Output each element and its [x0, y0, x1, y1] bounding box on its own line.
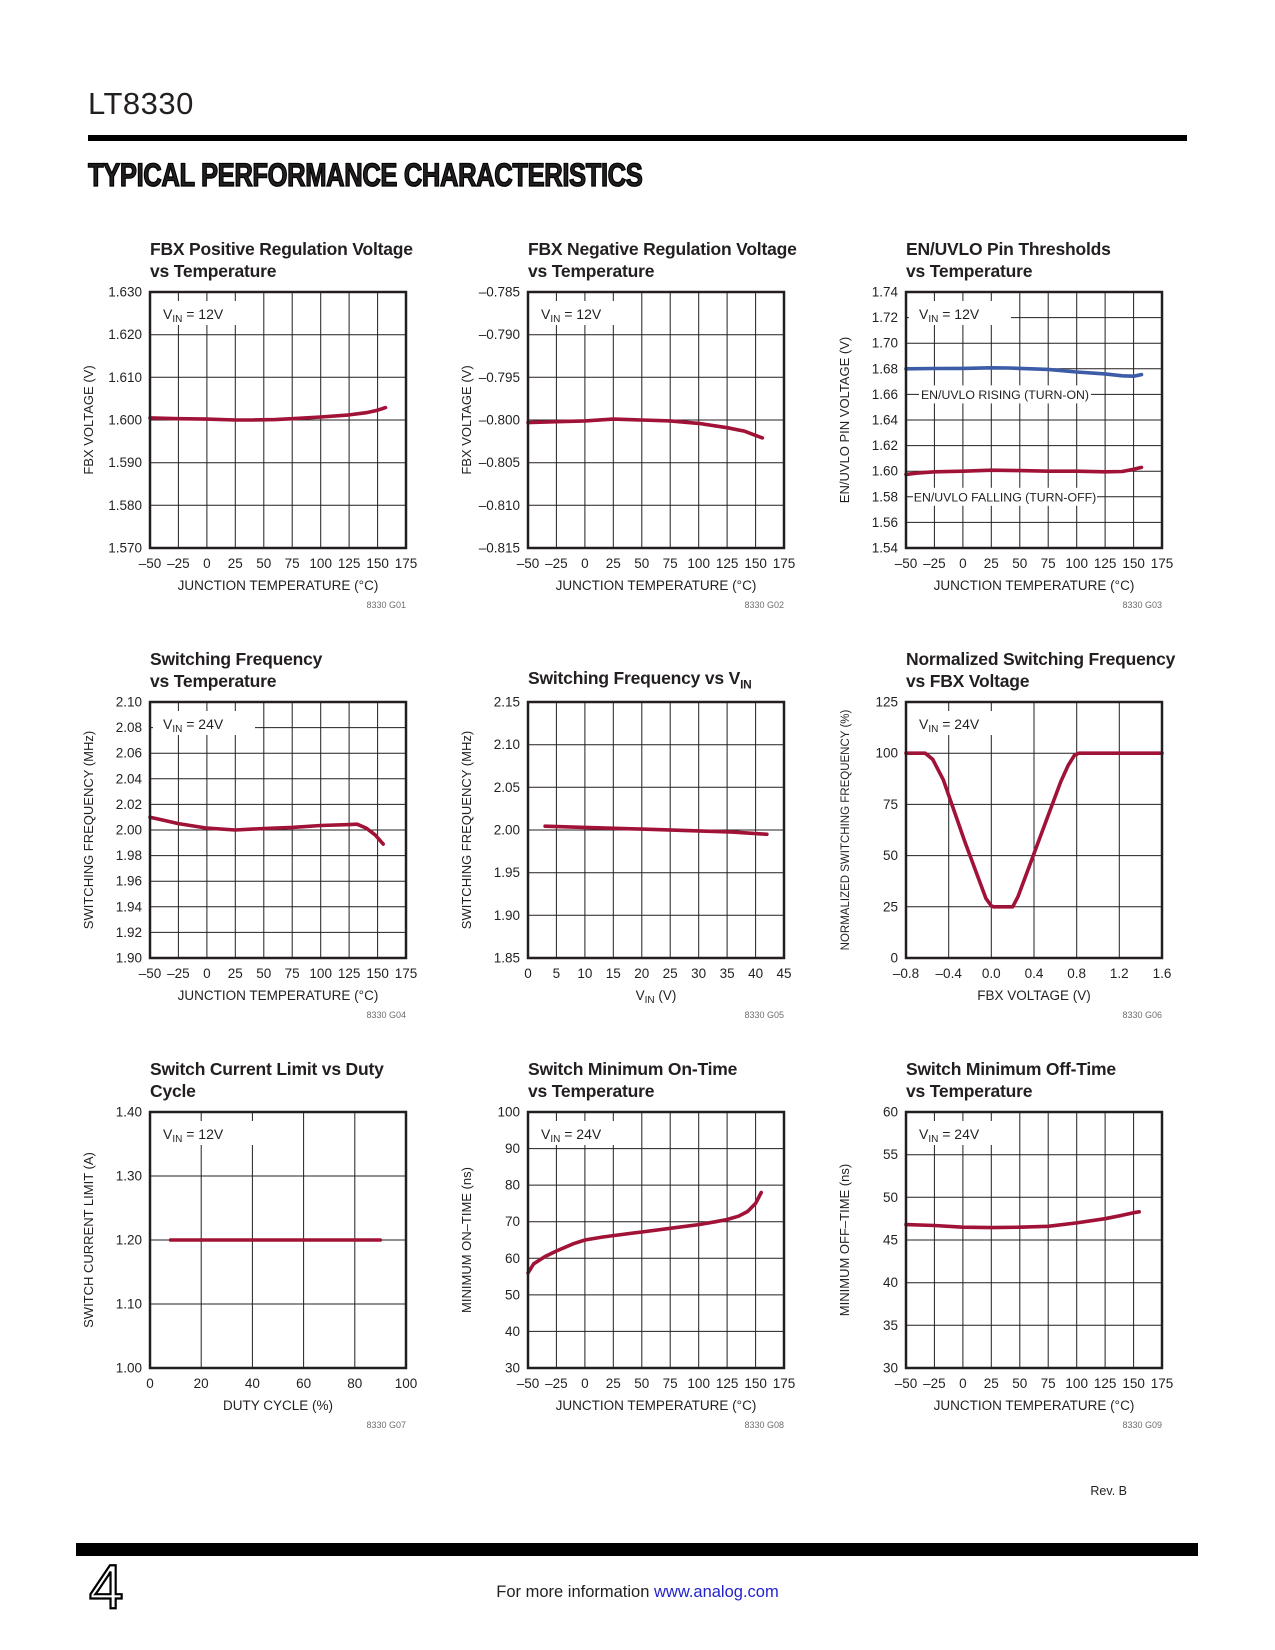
curve-label: EN/UVLO RISING (TURN-ON)	[920, 387, 1090, 402]
x-axis-label: JUNCTION TEMPERATURE (°C)	[933, 578, 1135, 593]
y-tick-label: 55	[882, 1147, 898, 1163]
x-tick-label: 125	[337, 556, 361, 571]
y-tick-label: 1.85	[493, 950, 520, 966]
y-tick-label: –0.785	[478, 286, 520, 300]
y-tick-label: 25	[882, 899, 898, 915]
x-tick-label: 25	[227, 556, 243, 571]
y-tick-label: 60	[882, 1106, 898, 1120]
y-tick-label: 100	[497, 1106, 520, 1120]
x-tick-label: 175	[1150, 556, 1174, 571]
x-tick-label: –50	[138, 966, 162, 981]
x-tick-label: –50	[516, 1376, 540, 1391]
y-axis-label: EN/UVLO PIN VOLTAGE (V)	[837, 336, 852, 504]
y-tick-label: –0.800	[478, 412, 520, 428]
plot-annotation: $V_{IN} = 12V$	[163, 1126, 224, 1145]
chart-title: FBX Positive Regulation Voltage vs Temperature	[150, 239, 413, 281]
x-tick-label: 175	[394, 966, 418, 981]
x-axis-label: JUNCTION TEMPERATURE (°C)	[177, 578, 379, 593]
x-tick-label: 50	[256, 966, 272, 981]
x-tick-label: –25	[545, 556, 568, 571]
chart-canvas	[80, 1106, 425, 1438]
chart-fbx-positive-regulation-voltage	[80, 230, 425, 618]
x-tick-label: 40	[748, 966, 764, 981]
figure-caption: 8330 G02	[744, 600, 784, 610]
x-tick-label: 0	[146, 1376, 154, 1391]
x-tick-label: –50	[138, 556, 162, 571]
y-tick-label: 2.10	[493, 737, 520, 753]
x-tick-label: –50	[516, 556, 540, 571]
x-tick-label: 50	[634, 1376, 650, 1391]
footer-bar	[76, 1543, 1198, 1556]
chart-title: FBX Negative Regulation Voltage vs Temperature	[528, 239, 797, 281]
chart-title: Switch Minimum Off-Time vs Temperature	[906, 1059, 1116, 1101]
x-tick-label: 150	[1122, 1376, 1145, 1391]
x-tick-label: 75	[1040, 1376, 1056, 1391]
y-tick-label: 35	[882, 1317, 898, 1333]
y-tick-label: 40	[882, 1275, 898, 1291]
y-tick-label: 2.02	[115, 796, 142, 812]
y-tick-label: 1.580	[108, 497, 142, 513]
chart-canvas	[80, 286, 425, 618]
x-axis-label: DUTY CYCLE (%)	[222, 1398, 334, 1413]
x-tick-label: 50	[634, 556, 650, 571]
y-tick-label: 1.58	[871, 489, 898, 505]
x-tick-label: 45	[776, 966, 792, 981]
x-tick-label: 25	[605, 1376, 621, 1391]
chart-plot	[458, 286, 803, 618]
x-tick-label: 0	[581, 556, 589, 571]
x-tick-label: 60	[296, 1376, 312, 1391]
x-tick-label: 25	[605, 556, 621, 571]
y-tick-label: 70	[504, 1214, 520, 1230]
x-tick-label: 125	[715, 556, 739, 571]
chart-canvas	[458, 286, 803, 618]
data-curve	[150, 408, 386, 420]
x-tick-label: –25	[923, 556, 946, 571]
x-tick-label: 150	[366, 966, 389, 981]
x-tick-label: –25	[167, 966, 190, 981]
y-tick-label: 1.20	[115, 1232, 142, 1248]
chart-plot	[836, 286, 1181, 618]
y-tick-label: 1.72	[871, 310, 898, 326]
chart-normalized-switching-frequency-vs-fbx-voltage	[836, 640, 1181, 1028]
y-axis-label: MINIMUM ON–TIME (ns)	[459, 1167, 474, 1313]
x-tick-label: 125	[715, 1376, 739, 1391]
y-tick-label: 1.70	[871, 335, 898, 351]
part-number: LT8330	[88, 86, 194, 121]
x-tick-label: 30	[691, 966, 707, 981]
y-tick-label: 1.90	[115, 950, 142, 966]
y-tick-label: 45	[882, 1232, 898, 1248]
y-tick-label: 125	[875, 696, 898, 710]
x-tick-label: 75	[1040, 556, 1056, 571]
y-tick-label: 90	[504, 1141, 520, 1157]
chart-plot	[836, 696, 1181, 1028]
x-tick-label: –25	[167, 556, 190, 571]
y-tick-label: –0.815	[478, 540, 520, 556]
x-tick-label: 50	[256, 556, 272, 571]
x-tick-label: 0.0	[981, 966, 1001, 981]
y-tick-label: 2.00	[493, 822, 520, 838]
x-tick-label: 20	[634, 966, 650, 981]
chart-en-uvlo-pin-thresholds	[836, 230, 1181, 618]
y-axis-label: SWITCHING FREQUENCY (MHz)	[459, 730, 474, 930]
chart-switch-minimum-on-time	[458, 1050, 803, 1438]
chart-canvas	[80, 696, 425, 1028]
x-tick-label: 175	[772, 556, 796, 571]
y-tick-label: 1.68	[871, 361, 898, 377]
x-tick-label: –0.8	[892, 966, 920, 981]
x-tick-label: 175	[394, 556, 418, 571]
y-tick-label: 1.62	[871, 438, 898, 454]
y-tick-label: 1.56	[871, 514, 898, 530]
x-tick-label: 25	[983, 556, 999, 571]
y-tick-label: 50	[882, 848, 898, 864]
y-tick-label: 2.15	[493, 696, 520, 710]
chart-title: Switch Minimum On-Time vs Temperature	[528, 1059, 738, 1101]
footer-info	[0, 1583, 1275, 1602]
y-tick-label: 40	[504, 1323, 520, 1339]
x-tick-label: 75	[662, 1376, 678, 1391]
chart-plot	[80, 286, 425, 618]
x-tick-label: 100	[309, 556, 332, 571]
x-tick-label: 150	[744, 556, 767, 571]
chart-plot	[458, 696, 803, 1028]
footer-text: For more information	[496, 1583, 654, 1601]
y-tick-label: 1.74	[871, 286, 898, 300]
x-tick-label: 125	[1093, 556, 1117, 571]
x-tick-label: –50	[894, 556, 918, 571]
data-curve	[150, 817, 383, 844]
x-tick-label: 80	[347, 1376, 363, 1391]
chart-plot	[80, 696, 425, 1028]
x-tick-label: 75	[662, 556, 678, 571]
x-tick-label: 0	[581, 1376, 589, 1391]
x-tick-label: 100	[687, 556, 710, 571]
x-tick-label: 10	[577, 966, 593, 981]
data-curve	[906, 467, 1142, 474]
chart-plot	[836, 1106, 1181, 1438]
plot-annotation: $V_{IN} = 12V$	[163, 306, 224, 325]
y-axis-label: FBX VOLTAGE (V)	[459, 365, 474, 475]
chart-fbx-negative-regulation-voltage	[458, 230, 803, 618]
chart-switching-frequency-vs-temperature	[80, 640, 425, 1028]
plot-annotation: $V_{IN} = 24V$	[163, 716, 224, 735]
y-tick-label: 80	[504, 1177, 520, 1193]
y-tick-label: –0.810	[478, 497, 520, 513]
y-tick-label: 1.60	[871, 463, 898, 479]
y-tick-label: 1.630	[108, 286, 142, 300]
x-tick-label: 100	[1065, 556, 1088, 571]
y-tick-label: 2.05	[493, 779, 520, 795]
x-tick-label: 1.2	[1109, 966, 1129, 981]
y-tick-label: 30	[882, 1360, 898, 1376]
y-tick-label: 1.66	[871, 386, 898, 402]
chart-canvas	[458, 696, 803, 1028]
chart-title: Normalized Switching Frequency vs FBX Voltage	[906, 649, 1176, 691]
x-tick-label: 175	[772, 1376, 796, 1391]
chart-canvas	[836, 696, 1181, 1028]
x-tick-label: 0	[524, 966, 532, 981]
chart-title: Switching Frequency vs Temperature	[150, 649, 323, 691]
section-title: TYPICAL PERFORMANCE CHARACTERISTICS	[88, 157, 643, 193]
x-tick-label: –0.4	[935, 966, 962, 981]
y-tick-label: 2.10	[115, 696, 142, 710]
x-axis-label: JUNCTION TEMPERATURE (°C)	[933, 1398, 1135, 1413]
figure-caption: 8330 G01	[366, 600, 406, 610]
x-tick-label: 100	[309, 966, 332, 981]
x-tick-label: 15	[605, 966, 621, 981]
chart-canvas	[458, 1106, 803, 1438]
plot-annotation: $V_{IN} = 24V$	[919, 1126, 980, 1145]
data-curve	[528, 1193, 761, 1273]
y-tick-label: 1.92	[115, 924, 142, 940]
x-tick-label: 150	[1122, 556, 1145, 571]
y-tick-label: 1.610	[108, 369, 142, 385]
chart-title: EN/UVLO Pin Thresholds vs Temperature	[906, 239, 1111, 281]
x-tick-label: –50	[894, 1376, 918, 1391]
curve-label: EN/UVLO FALLING (TURN-OFF)	[913, 490, 1097, 505]
y-tick-label: 1.98	[115, 848, 142, 864]
figure-caption: 8330 G06	[1122, 1010, 1162, 1020]
y-tick-label: 0	[890, 950, 898, 966]
y-tick-label: 1.94	[115, 899, 142, 915]
y-tick-label: 1.54	[871, 540, 898, 556]
x-tick-label: –25	[545, 1376, 568, 1391]
plot-annotation: $V_{IN} = 12V$	[919, 306, 980, 325]
y-tick-label: 1.00	[115, 1360, 142, 1376]
y-tick-label: 50	[504, 1287, 520, 1303]
y-tick-label: 60	[504, 1250, 520, 1266]
y-tick-label: 1.40	[115, 1106, 142, 1120]
y-tick-label: 1.10	[115, 1296, 142, 1312]
y-tick-label: 2.04	[115, 771, 142, 787]
x-tick-label: 25	[983, 1376, 999, 1391]
plot-annotation: $V_{IN} = 24V$	[541, 1126, 602, 1145]
y-tick-label: 30	[504, 1360, 520, 1376]
x-tick-label: 175	[1150, 1376, 1174, 1391]
svg-text:4: 4	[89, 1553, 124, 1622]
y-tick-label: 75	[882, 796, 898, 812]
figure-caption: 8330 G03	[1122, 600, 1162, 610]
x-tick-label: 0.8	[1067, 966, 1087, 981]
x-axis-label: JUNCTION TEMPERATURE (°C)	[555, 578, 757, 593]
x-tick-label: 0	[959, 556, 967, 571]
chart-plot	[458, 1106, 803, 1438]
x-tick-label: 150	[366, 556, 389, 571]
x-tick-label: 100	[394, 1376, 418, 1391]
y-axis-label: FBX VOLTAGE (V)	[81, 365, 96, 475]
x-axis-label: JUNCTION TEMPERATURE (°C)	[177, 988, 379, 1003]
header-rule	[88, 135, 1187, 141]
x-tick-label: 5	[552, 966, 561, 981]
y-tick-label: 1.64	[871, 412, 898, 428]
x-tick-label: 50	[1012, 556, 1028, 571]
y-tick-label: 1.96	[115, 873, 142, 889]
y-tick-label: –0.795	[478, 369, 520, 385]
chart-switch-current-limit-vs-duty-cycle	[80, 1050, 425, 1438]
y-tick-label: 2.00	[115, 822, 142, 838]
x-tick-label: 0	[959, 1376, 967, 1391]
x-tick-label: 0	[203, 556, 211, 571]
revision-label: Rev. B	[1090, 1484, 1127, 1498]
y-tick-label: 50	[882, 1189, 898, 1205]
x-tick-label: 50	[1012, 1376, 1028, 1391]
y-axis-label: SWITCHING FREQUENCY (MHz)	[81, 730, 96, 930]
chart-canvas	[836, 1106, 1181, 1438]
x-tick-label: 125	[337, 966, 361, 981]
y-axis-label: SWITCH CURRENT LIMIT (A)	[81, 1152, 96, 1328]
x-tick-label: 75	[284, 966, 300, 981]
x-tick-label: 0	[203, 966, 211, 981]
y-tick-label: 1.600	[108, 412, 142, 428]
y-tick-label: 1.620	[108, 327, 142, 343]
figure-caption: 8330 G04	[366, 1010, 406, 1020]
figure-caption: 8330 G07	[366, 1420, 406, 1430]
figure-caption: 8330 G05	[744, 1010, 784, 1020]
x-tick-label: 40	[244, 1376, 260, 1391]
x-tick-label: 75	[284, 556, 300, 571]
y-tick-label: –0.790	[478, 327, 520, 343]
x-tick-label: 25	[227, 966, 243, 981]
chart-switch-minimum-off-time	[836, 1050, 1181, 1438]
chart-canvas	[836, 286, 1181, 618]
analog-website-link[interactable]: www.analog.com	[653, 1583, 779, 1601]
chart-switching-frequency-vs-vin	[458, 640, 803, 1028]
x-tick-label: –25	[923, 1376, 946, 1391]
x-tick-label: 100	[687, 1376, 710, 1391]
y-axis-label: NORMALIZED SWITCHING FREQUENCY (%)	[840, 709, 852, 951]
y-tick-label: –0.805	[478, 455, 520, 471]
y-tick-label: 100	[875, 745, 898, 761]
chart-plot	[80, 1106, 425, 1438]
x-tick-label: 1.6	[1152, 966, 1172, 981]
y-axis-label: MINIMUM OFF–TIME (ns)	[837, 1163, 852, 1317]
y-tick-label: 1.95	[493, 865, 520, 881]
charts-grid	[80, 230, 1181, 1438]
data-curve	[906, 1212, 1139, 1228]
x-tick-label: 0.4	[1024, 966, 1044, 981]
y-tick-label: 2.06	[115, 745, 142, 761]
plot-annotation: $V_{IN} = 24V$	[919, 716, 980, 735]
figure-caption: 8330 G08	[744, 1420, 784, 1430]
y-tick-label: 1.90	[493, 907, 520, 923]
x-tick-label: 35	[719, 966, 735, 981]
y-tick-label: 1.590	[108, 455, 142, 471]
x-tick-label: 25	[662, 966, 678, 981]
y-tick-label: 1.30	[115, 1168, 142, 1184]
x-tick-label: 125	[1093, 1376, 1117, 1391]
x-axis-label: $V_{IN}$ (V)	[635, 988, 677, 1006]
y-tick-label: 2.08	[115, 720, 142, 736]
y-tick-label: 1.570	[108, 540, 142, 556]
plot-annotation: $V_{IN} = 12V$	[541, 306, 602, 325]
chart-title: Switching Frequency vs $V_{IN}$	[528, 667, 752, 692]
figure-caption: 8330 G09	[1122, 1420, 1162, 1430]
x-axis-label: JUNCTION TEMPERATURE (°C)	[555, 1398, 757, 1413]
x-tick-label: 150	[744, 1376, 767, 1391]
x-tick-label: 100	[1065, 1376, 1088, 1391]
chart-title: Switch Current Limit vs Duty Cycle	[150, 1059, 384, 1101]
x-tick-label: 20	[193, 1376, 209, 1391]
x-axis-label: FBX VOLTAGE (V)	[977, 988, 1091, 1003]
